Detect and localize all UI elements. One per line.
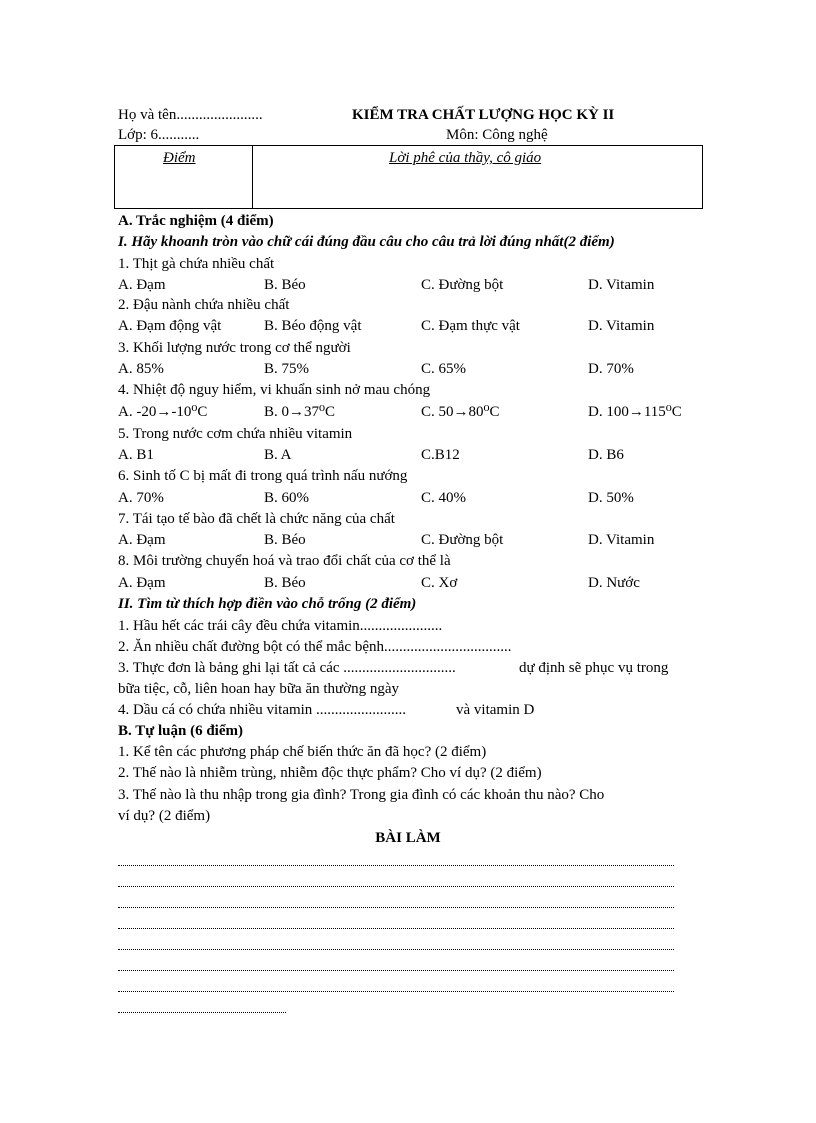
- option-a: A. Đạm: [118, 277, 166, 293]
- option-b: B. Béo: [264, 575, 306, 591]
- option-d: D. Vitamin: [588, 532, 655, 548]
- answer-line: [118, 937, 674, 950]
- option-c: C.B12: [421, 447, 460, 463]
- essay-question-1: 1. Kể tên các phương pháp chế biến thức ăn đã học? (2 điểm): [118, 744, 487, 760]
- option-c: C. Xơ: [421, 575, 458, 591]
- score-header: Điểm: [163, 150, 196, 166]
- table-divider: [252, 146, 253, 208]
- option-b: B. Béo động vật: [264, 318, 362, 334]
- option-a: A. Đạm: [118, 575, 166, 591]
- answer-line: [118, 895, 674, 908]
- essay-question-2: 2. Thế nào là nhiễm trùng, nhiễm độc thực phẩm? Cho ví dụ? (2 điểm): [118, 765, 542, 781]
- fill-item-4: 4. Dầu cá có chứa nhiều vitamin ........................: [118, 702, 407, 718]
- option-c: C. Đường bột: [421, 532, 504, 548]
- option-c: C. Đạm thực vật: [421, 318, 520, 334]
- score-comment-table: [114, 145, 703, 209]
- question-3: 3. Khối lượng nước trong cơ thể người: [118, 340, 351, 356]
- question-8: 8. Môi trường chuyển hoá và trao đổi chất của cơ thể là: [118, 553, 451, 569]
- fill-item-4-tail: và vitamin D: [456, 702, 535, 718]
- question-1: 1. Thịt gà chứa nhiều chất: [118, 256, 275, 272]
- option-a: A. 85%: [118, 361, 164, 377]
- subject-label: Môn: Công nghệ: [446, 127, 548, 143]
- essay-question-3-cont: ví dụ? (2 điểm): [118, 808, 211, 824]
- option-b: B. Béo: [264, 532, 306, 548]
- option-b: B. A: [264, 447, 292, 463]
- question-7: 7. Tái tạo tế bào đã chết là chức năng của chất: [118, 511, 395, 527]
- fill-item-3-cont: bữa tiệc, cỗ, liên hoan hay bữa ăn thường ngày: [118, 681, 399, 697]
- fill-item-2: 2. Ăn nhiều chất đường bột có thể mắc bệnh..................................: [118, 639, 512, 655]
- option-d: D. Vitamin: [588, 277, 655, 293]
- part1-title: I. Hãy khoanh tròn vào chữ cái đúng đầu câu cho câu trả lời đúng nhất(2 điểm): [118, 234, 615, 250]
- answer-line: [118, 916, 674, 929]
- option-c: C. Đường bột: [421, 277, 504, 293]
- answer-line: [118, 874, 674, 887]
- option-a: A. B1: [118, 447, 154, 463]
- fill-item-1: 1. Hầu hết các trái cây đều chứa vitamin......................: [118, 618, 443, 634]
- section-b-title: B. Tự luận (6 điểm): [118, 723, 243, 739]
- comment-header: Lời phê của thầy, cô giáo: [389, 150, 542, 166]
- option-b: B. Béo: [264, 277, 306, 293]
- option-b: B. 75%: [264, 361, 309, 377]
- option-a: A. Đạm: [118, 532, 166, 548]
- part2-title: II. Tìm từ thích hợp điền vào chỗ trống (2 điểm): [118, 596, 417, 612]
- option-c: C. 50→80⁰C: [421, 404, 500, 420]
- option-c: C. 40%: [421, 490, 466, 506]
- option-d: D. 50%: [588, 490, 634, 506]
- option-b: B. 60%: [264, 490, 309, 506]
- essay-question-3: 3. Thế nào là thu nhập trong gia đình? Trong gia đình có các khoản thu nào? Cho: [118, 787, 605, 803]
- question-2: 2. Đậu nành chứa nhiều chất: [118, 297, 290, 313]
- option-d: D. 100→115⁰C: [588, 404, 682, 420]
- option-d: D. B6: [588, 447, 624, 463]
- question-4: 4. Nhiệt độ nguy hiểm, vi khuẩn sinh nở mau chóng: [118, 382, 431, 398]
- option-b: B. 0→37⁰C: [264, 404, 336, 420]
- option-c: C. 65%: [421, 361, 466, 377]
- exam-title: KIỂM TRA CHẤT LƯỢNG HỌC KỲ II: [352, 107, 615, 123]
- option-a: A. Đạm động vật: [118, 318, 222, 334]
- option-a: A. -20→-10⁰C: [118, 404, 208, 420]
- answer-area-title: BÀI LÀM: [375, 830, 441, 846]
- answer-line: [118, 979, 674, 992]
- fill-item-3-tail: dự định sẽ phục vụ trong: [519, 660, 669, 676]
- question-6: 6. Sinh tố C bị mất đi trong quá trình nấu nướng: [118, 468, 408, 484]
- option-d: D. Vitamin: [588, 318, 655, 334]
- option-a: A. 70%: [118, 490, 164, 506]
- option-d: D. Nước: [588, 575, 640, 591]
- answer-line: [118, 853, 674, 866]
- section-a-title: A. Trắc nghiệm (4 điểm): [118, 213, 274, 229]
- name-field-label: Họ và tên.......................: [118, 107, 263, 123]
- answer-line: [118, 958, 674, 971]
- question-5: 5. Trong nước cơm chứa nhiều vitamin: [118, 426, 353, 442]
- fill-item-3: 3. Thực đơn là bảng ghi lại tất cả các ..............................: [118, 660, 456, 676]
- class-field-label: Lớp: 6...........: [118, 127, 200, 143]
- answer-line: [118, 1000, 286, 1013]
- option-d: D. 70%: [588, 361, 634, 377]
